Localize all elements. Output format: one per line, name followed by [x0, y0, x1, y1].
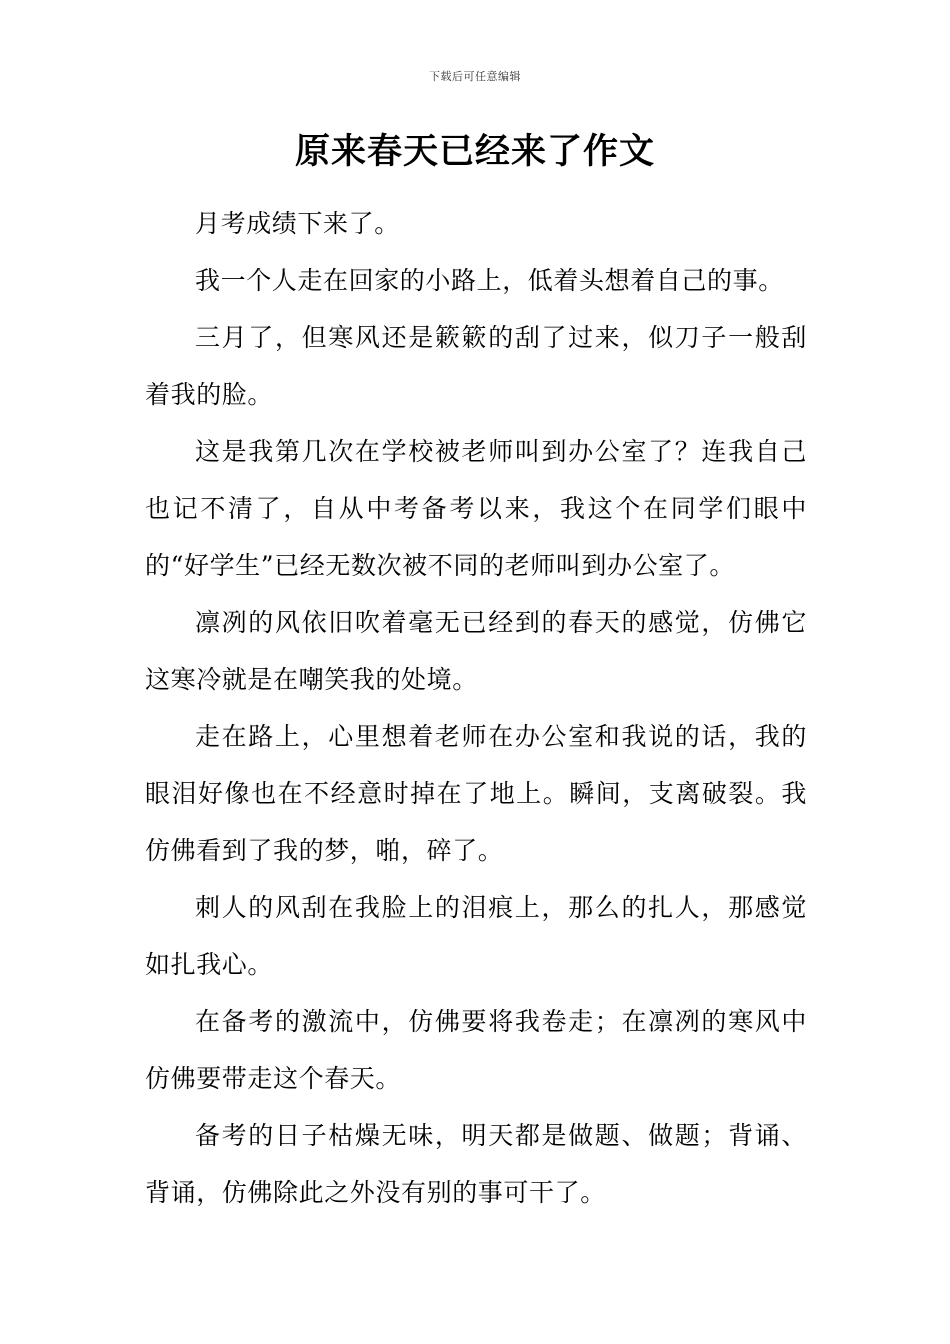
- paragraph: 凛冽的风依旧吹着毫无已经到的春天的感觉，仿佛它这寒冷就是在嘲笑我的处境。: [145, 608, 807, 694]
- essay-body: [145, 195, 807, 1221]
- paragraph: 我一个人走在回家的小路上，低着头想着自己的事。: [195, 266, 784, 295]
- header-note: 下载后可任意编辑: [429, 70, 521, 83]
- paragraph: 刺人的风刮在我脸上的泪痕上，那么的扎人，那感觉如扎我心。: [145, 893, 807, 979]
- paragraph: 三月了，但寒风还是簌簌的刮了过来，似刀子一般刮着我的脸。: [145, 323, 807, 409]
- paragraph: 月考成绩下来了。: [195, 209, 400, 238]
- paragraph: 走在路上，心里想着老师在办公室和我说的话，我的眼泪好像也在不经意时掉在了地上。瞬间，支离破裂。我仿佛看到了我的梦，啪，碎了。: [145, 722, 807, 865]
- page-title: 原来春天已经来了作文: [294, 132, 655, 172]
- paragraph: 这是我第几次在学校被老师叫到办公室了？连我自己也记不清了，自从中考备考以来，我这个在同学们眼中的“好学生”已经无数次被不同的老师叫到办公室了。: [145, 437, 807, 580]
- paragraph: 备考的日子枯燥无味，明天都是做题、做题；背诵、背诵，仿佛除此之外没有别的事可干了。: [145, 1121, 807, 1207]
- paragraph: 在备考的激流中，仿佛要将我卷走；在凛冽的寒风中仿佛要带走这个春天。: [145, 1007, 807, 1093]
